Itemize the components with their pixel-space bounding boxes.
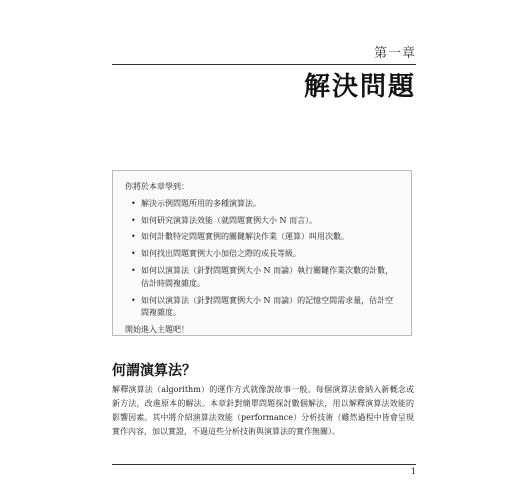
- footer-divider: [112, 464, 416, 465]
- list-item: [131, 248, 399, 261]
- page-number: 1: [410, 467, 416, 476]
- learning-objectives-box: [112, 170, 412, 336]
- objectives-list: [125, 198, 399, 320]
- list-item: [131, 295, 399, 321]
- list-item-text: 如何計數特定問題實例的關鍵解決作業（運算）叫用次數。: [141, 232, 349, 242]
- list-item: [131, 198, 399, 211]
- bullet-icon: •: [131, 232, 136, 242]
- list-item-text: 如何以演算法（針對問題實例大小 N 而論）的記憶空間需求量，估計空間複雜度。: [141, 295, 394, 318]
- list-item: [131, 265, 399, 291]
- chapter-label: 第一章: [373, 46, 416, 61]
- list-item: [131, 231, 399, 244]
- list-item: [131, 215, 399, 228]
- chapter-divider: [112, 64, 416, 65]
- bullet-icon: •: [131, 295, 136, 305]
- bullet-icon: •: [131, 249, 136, 259]
- list-item-text: 如何以演算法（針對問題實例大小 N 而論）執行關鍵作業次數的計數，估計時間複雜度。: [141, 265, 394, 288]
- bullet-icon: •: [131, 215, 136, 225]
- list-item-text: 解決示例問題所用的多種演算法。: [141, 198, 261, 208]
- objectives-outro: 開始進入主題吧！: [125, 325, 189, 335]
- list-item-text: 如何找出問題實例大小加倍之際的成長等級。: [141, 249, 301, 259]
- chapter-title: 解決問題: [303, 72, 416, 102]
- objectives-intro: 你將於本章學到：: [125, 182, 189, 191]
- bullet-icon: •: [131, 265, 136, 275]
- body-paragraph: 解釋演算法（algorithm）的運作方式就像說故事一般。每個演算法會納入新概念或新方法，改進原本的解法。本章針對簡單問題探討數個解法，用以解釋演算法效能的影響因素。其中將介紹演算法效能（performance）分析技術（雖然過程中皆會呈現實作內容，加以實證，不過這些分析技術與演算法的實作無關）。: [112, 385, 414, 436]
- list-item-text: 如何研究演算法效能（就問題實例大小 N 而言）。: [141, 215, 318, 225]
- bullet-icon: •: [131, 198, 136, 208]
- section-title: 何謂演算法？: [112, 363, 196, 379]
